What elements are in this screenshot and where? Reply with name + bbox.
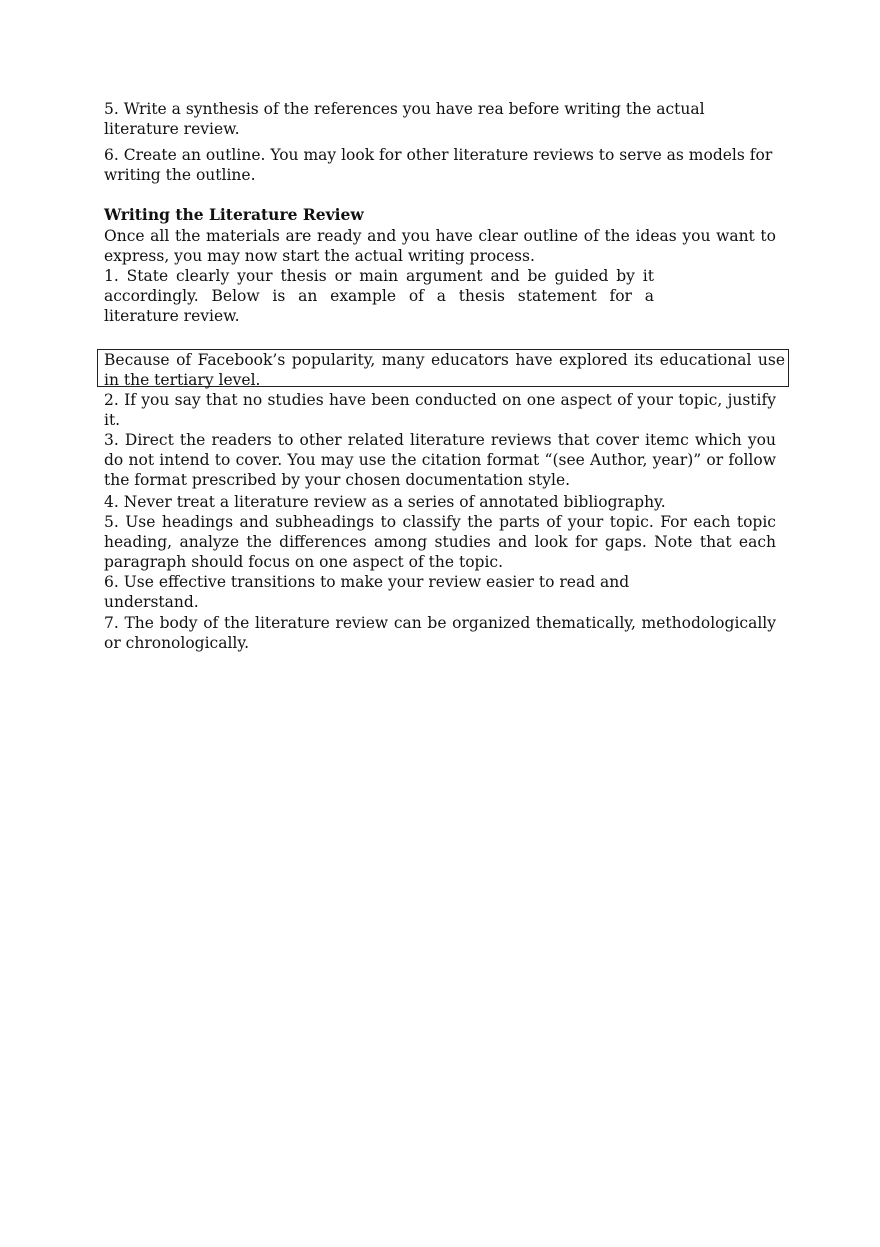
step-2: 2. If you say that no studies have been conducted on one aspect of your topic, justify it. — [104, 391, 776, 429]
thesis-example-text: Because of Facebook’s popularity, many educators have explored its educational use in the tertiary level. — [104, 351, 785, 389]
prewriting-item-5: 5. Write a synthesis of the references you have rea before writing the actual literature review. — [104, 100, 705, 138]
section-heading: Writing the Literature Review — [104, 205, 364, 224]
thesis-example-box — [97, 349, 789, 387]
prewriting-item-6: 6. Create an outline. You may look for other literature reviews to serve as models for writing the outline. — [104, 146, 773, 184]
step-4: 4. Never treat a literature review as a series of annotated bibliography. — [104, 493, 666, 511]
step-5: 5. Use headings and subheadings to classify the parts of your topic. For each topic heading, analyze the differences among studies and look for gaps. Note that each paragraph should focus on one aspect of the topic. — [104, 513, 776, 571]
step-3: 3. Direct the readers to other related literature reviews that cover itemc which you do not intend to cover. You may use the citation format “(see Author, year)” or follow the format prescribed by your chosen documentation style. — [104, 431, 776, 489]
step-1: 1. State clearly your thesis or main argument and be guided by it accordingly. Below is an example of a thesis statement for a literature review. — [104, 267, 654, 325]
step-6: 6. Use effective transitions to make your review easier to read and understand. — [104, 573, 630, 611]
step-7: 7. The body of the literature review can be organized thematically, methodologically or chronologically. — [104, 614, 776, 652]
intro-paragraph: Once all the materials are ready and you have clear outline of the ideas you want to express, you may now start the actual writing process. — [104, 227, 776, 265]
